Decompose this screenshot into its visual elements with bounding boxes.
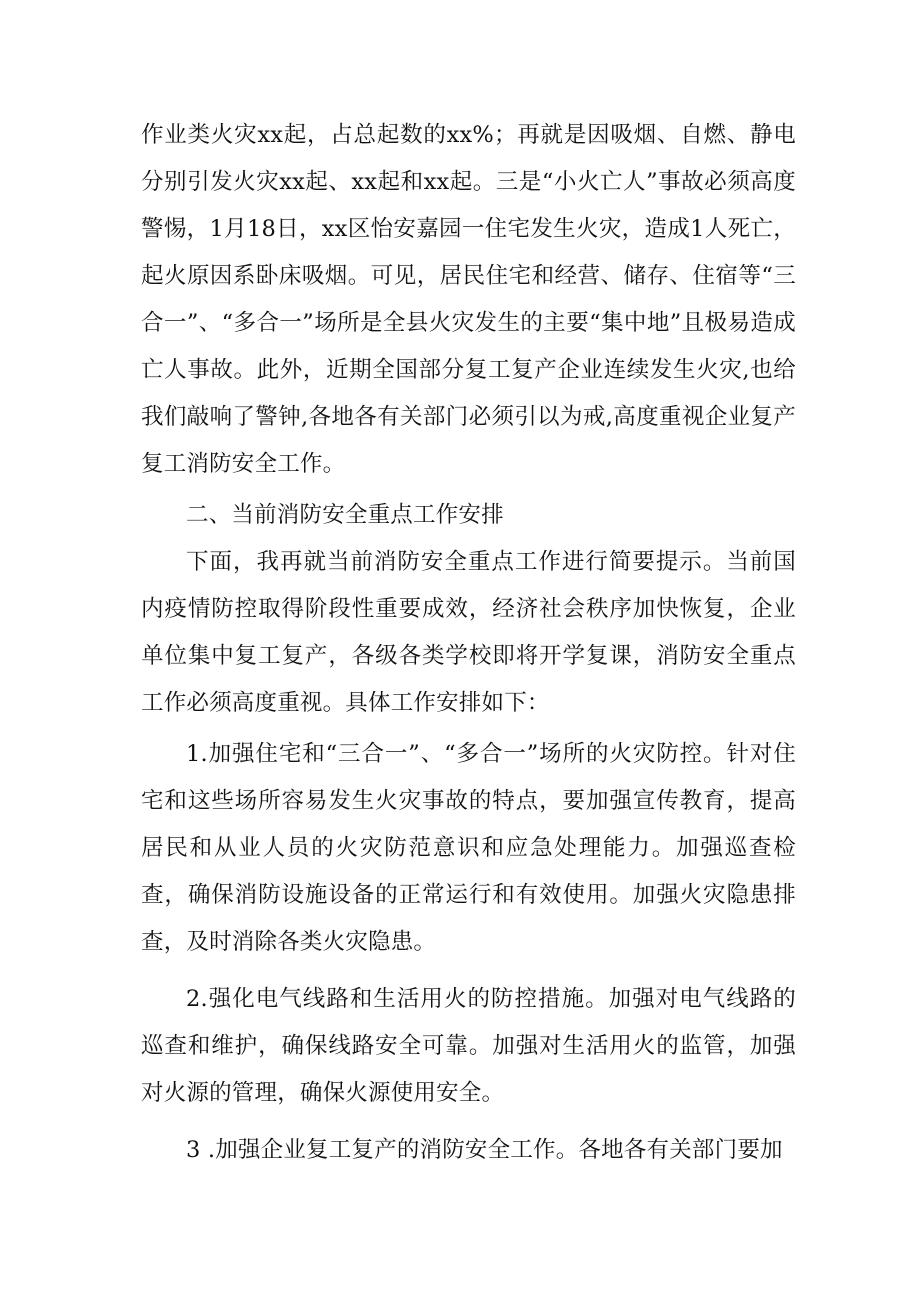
list-item-3-enterprise-fire-safety: 3 .加强企业复工复产的消防安全工作。各地各有关部门要加 (186, 1137, 783, 1163)
paragraph-intro-arrangements: 下面，我再就当前消防安全重点工作进行简要提示。当前国内疫情防控取得阶段性重要成效，经济社会秩序加快恢复，企业单位集中复工复产，各级各类学校即将开学复课，消防安全重点工作必须高度重视。具体工作安排如下： (141, 549, 796, 716)
list-item-2-electrical-fire-control: 2.强化电气线路和生活用火的防控措施。加强对电气线路的巡查和维护，确保线路安全可靠。加强对生活用火的监管，加强对火源的管理，确保火源使用安全。 (141, 986, 796, 1106)
document-page (141, 112, 796, 1174)
paragraph-fire-statistics: 作业类火灾xx起，占总起数的xx%；再就是因吸烟、自燃、静电分别引发火灾xx起、xx起和xx起。三是“小火亡人”事故必须高度警惕，1月18日，xx区怡安嘉园一住宅发生火灾，造成1人死亡，起火原因系卧床吸烟。可见，居民住宅和经营、储存、住宿等“三合一”、“多合一”场所是全县火灾发生的主要“集中地”且极易造成亡人事故。此外，近期全国部分复工复产企业连续发生火灾,也给我们敲响了警钟,各地各有关部门必须引以为戒,高度重视企业复产复工消防安全工作。 (141, 122, 796, 477)
list-item-1-residential-fire-control: 1.加强住宅和“三合一”、“多合一”场所的火灾防控。针对住宅和这些场所容易发生火灾事故的特点，要加强宣传教育，提高居民和从业人员的火灾防范意识和应急处理能力。加强巡查检查，确保消防设施设备的正常运行和有效使用。加强火灾隐患排查，及时消除各类火灾隐患。 (141, 741, 796, 955)
section-heading-key-work: 二、当前消防安全重点工作安排 (186, 502, 504, 528)
